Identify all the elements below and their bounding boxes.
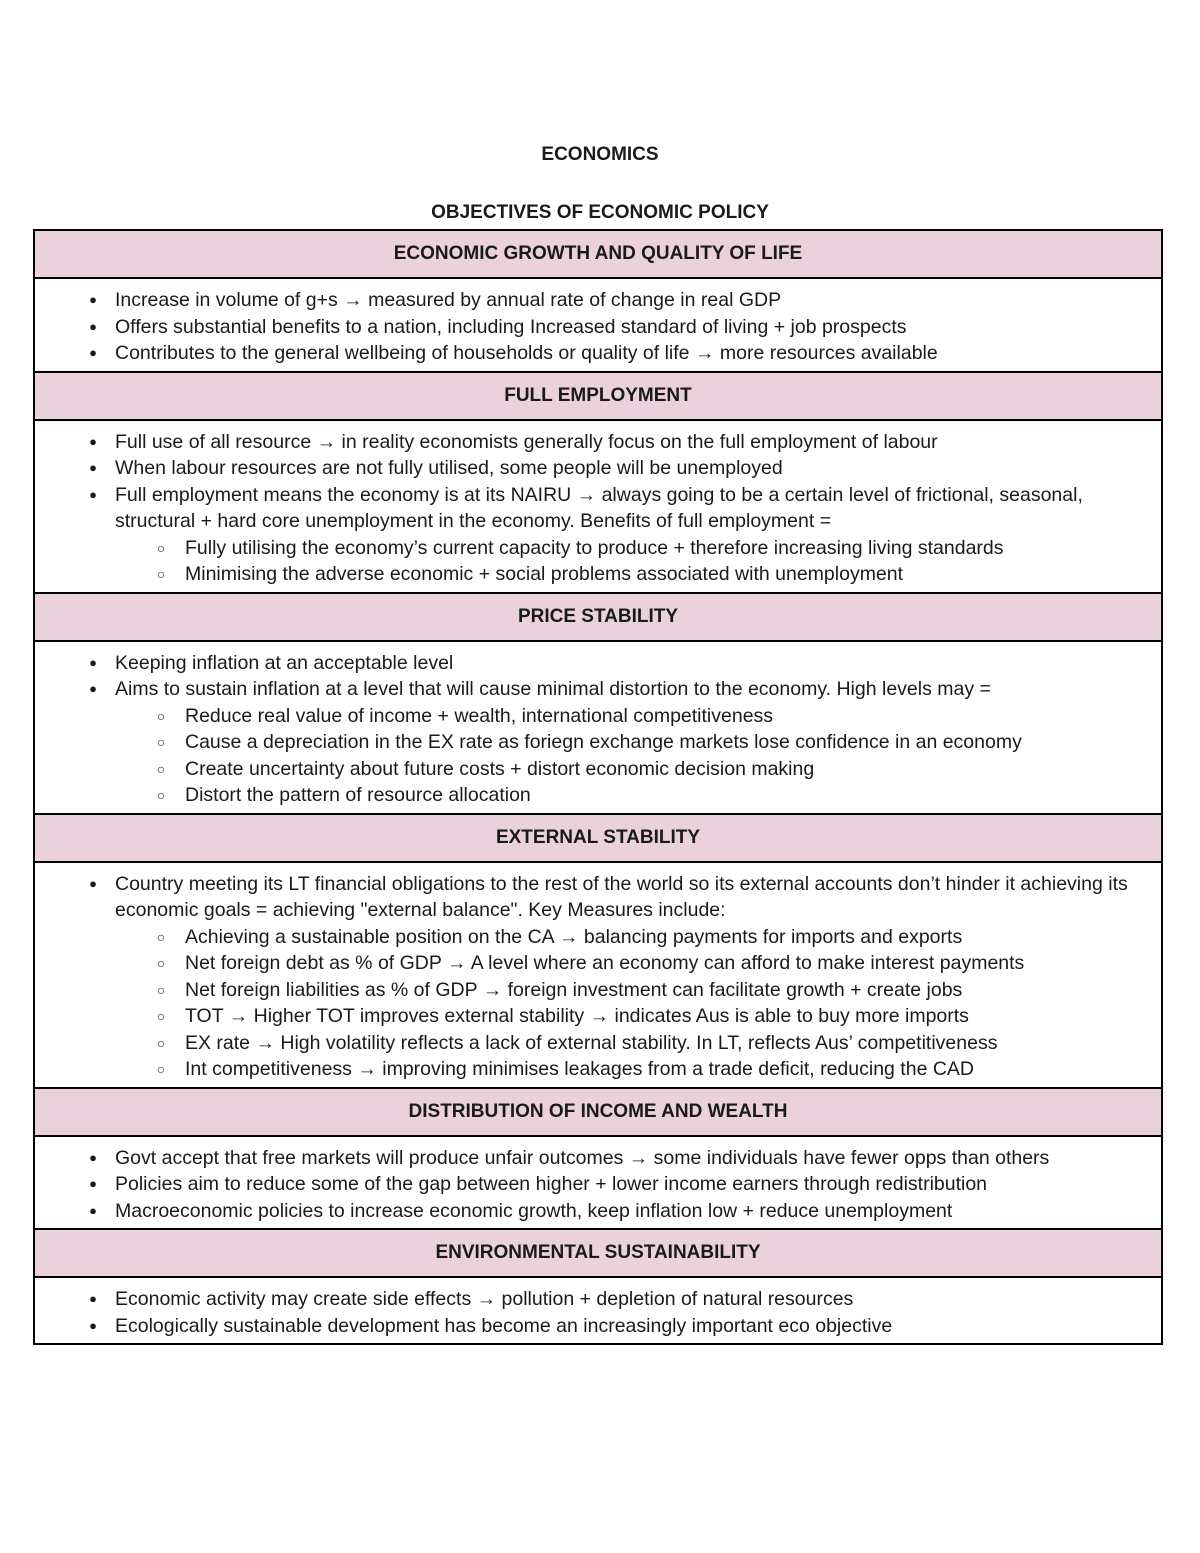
- sub-list-item: [115, 561, 1153, 588]
- list-item-text: Economic activity may create side effects → pollution + depletion of natural resources: [115, 1288, 854, 1310]
- section-heading: DISTRIBUTION OF INCOME AND WEALTH: [34, 1088, 1162, 1136]
- sub-bullet-list: [115, 924, 1153, 1083]
- sub-list-item-text: Minimising the adverse economic + social problems associated with unemployment: [185, 563, 904, 585]
- sub-list-item: [115, 535, 1153, 562]
- section-header-row: [34, 593, 1162, 641]
- section-body-row: [34, 1136, 1162, 1230]
- list-item: [35, 482, 1161, 588]
- list-item: [35, 1145, 1161, 1172]
- sub-list-item-text: Net foreign liabilities as % of GDP → foreign investment can facilitate growth + create jobs: [185, 978, 963, 1001]
- hollow-bullet-icon: ○: [156, 928, 166, 945]
- document-title: ECONOMICS: [541, 144, 659, 165]
- filled-bullet-icon: ●: [89, 486, 97, 502]
- hollow-bullet-icon: ○: [156, 981, 166, 998]
- list-item: [35, 650, 1161, 677]
- list-item-text: Country meeting its LT financial obligations to the rest of the world so its external accounts don’t hinder it achieving its economic goals = achieving "external balance". Key Measures include:: [115, 872, 1128, 921]
- hollow-bullet-icon: ○: [156, 1008, 166, 1024]
- section-body: [34, 420, 1162, 593]
- section-heading: ECONOMIC GROWTH AND QUALITY OF LIFE: [34, 230, 1162, 278]
- sub-list-item-text: Distort the pattern of resource allocation: [185, 784, 531, 806]
- filled-bullet-icon: ●: [89, 681, 97, 696]
- sub-bullet-list: [115, 703, 1153, 809]
- list-item-text: Govt accept that free markets will produce unfair outcomes → some individuals have fewer opps than others: [115, 1146, 1050, 1169]
- list-item-text: Contributes to the general wellbeing of households or quality of life → more resources available: [115, 342, 938, 364]
- section-heading: PRICE STABILITY: [34, 593, 1162, 641]
- sub-list-item: [115, 977, 1153, 1004]
- sub-list-item: [115, 729, 1153, 756]
- list-item: [35, 1313, 1161, 1340]
- policy-objectives-table: [33, 229, 1163, 1345]
- filled-bullet-icon: ●: [89, 654, 97, 670]
- hollow-bullet-icon: ○: [156, 1034, 166, 1051]
- section-header-row: [34, 1229, 1162, 1277]
- hollow-bullet-icon: ○: [156, 707, 166, 724]
- section-heading: FULL EMPLOYMENT: [34, 372, 1162, 420]
- section-body-row: [34, 278, 1162, 372]
- sub-list-item: [115, 782, 1153, 809]
- sub-list-item-text: Fully utilising the economy’s current capacity to produce + therefore increasing living standards: [185, 536, 1004, 559]
- bullet-list: [35, 650, 1161, 809]
- hollow-bullet-icon: ○: [156, 566, 166, 582]
- sub-list-item: [115, 1030, 1153, 1057]
- filled-bullet-icon: ●: [89, 1149, 97, 1165]
- hollow-bullet-icon: ○: [156, 760, 166, 777]
- filled-bullet-icon: ●: [89, 1176, 97, 1191]
- sub-list-item-text: Int competitiveness → improving minimises leakages from a trade deficit, reducing the CAD: [185, 1058, 974, 1080]
- sub-list-item: [115, 703, 1153, 730]
- list-item-text: Macroeconomic policies to increase economic growth, keep inflation low + reduce unemployment: [115, 1199, 953, 1222]
- list-item-text: When labour resources are not fully utilised, some people will be unemployed: [115, 457, 783, 479]
- sub-list-item-text: Create uncertainty about future costs + distort economic decision making: [185, 757, 815, 780]
- list-item-text: Full use of all resource → in reality economists generally focus on the full employment of labour: [115, 430, 938, 453]
- bullet-list: [35, 287, 1161, 367]
- list-item-text: Keeping inflation at an acceptable level: [115, 651, 454, 674]
- filled-bullet-icon: ●: [89, 460, 97, 475]
- list-item: [35, 287, 1161, 314]
- sub-list-item-text: EX rate → High volatility reflects a lack of external stability. In LT, reflects Aus’ competitiveness: [185, 1031, 998, 1054]
- section-heading: EXTERNAL STABILITY: [34, 814, 1162, 862]
- list-item-text: Increase in volume of g+s → measured by annual rate of change in real GDP: [115, 289, 782, 311]
- section-header-row: [34, 230, 1162, 278]
- hollow-bullet-icon: ○: [156, 955, 166, 971]
- list-item: [35, 1198, 1161, 1225]
- sub-list-item-text: TOT → Higher TOT improves external stability → indicates Aus is able to buy more imports: [185, 1005, 969, 1027]
- section-body-row: [34, 641, 1162, 814]
- section-body-row: [34, 862, 1162, 1088]
- sub-bullet-list: [115, 535, 1153, 588]
- hollow-bullet-icon: ○: [156, 1061, 166, 1077]
- bullet-list: [35, 1286, 1161, 1339]
- sub-list-item: [115, 1003, 1153, 1030]
- sub-list-item-text: Reduce real value of income + wealth, international competitiveness: [185, 704, 774, 727]
- list-item: [35, 676, 1161, 809]
- list-item-text: Aims to sustain inflation at a level that will cause minimal distortion to the economy. High levels may =: [115, 678, 991, 700]
- section-body: [34, 862, 1162, 1088]
- sub-list-item-text: Net foreign debt as % of GDP → A level where an economy can afford to make interest payments: [185, 952, 1025, 974]
- sub-list-item: [115, 950, 1153, 977]
- section-body-row: [34, 420, 1162, 593]
- section-body: [34, 641, 1162, 814]
- section-body-row: [34, 1277, 1162, 1344]
- bullet-list: [35, 1145, 1161, 1225]
- section-header-row: [34, 372, 1162, 420]
- list-item: [35, 429, 1161, 456]
- filled-bullet-icon: ●: [89, 433, 97, 449]
- section-body: [34, 1136, 1162, 1230]
- list-item: [35, 455, 1161, 482]
- filled-bullet-icon: ●: [89, 292, 97, 307]
- list-item-text: Ecologically sustainable development has become an increasingly important eco objective: [115, 1314, 893, 1337]
- section-body: [34, 278, 1162, 372]
- document-subtitle: OBJECTIVES OF ECONOMIC POLICY: [431, 202, 769, 223]
- sub-list-item-text: Cause a depreciation in the EX rate as foriegn exchange markets lose confidence in an economy: [185, 731, 1022, 753]
- hollow-bullet-icon: ○: [156, 787, 166, 803]
- filled-bullet-icon: ●: [89, 345, 97, 360]
- section-header-row: [34, 814, 1162, 862]
- filled-bullet-icon: ●: [89, 1202, 97, 1218]
- list-item: [35, 340, 1161, 367]
- filled-bullet-icon: ●: [89, 875, 97, 891]
- section-header-row: [34, 1088, 1162, 1136]
- list-item-text: Full employment means the economy is at its NAIRU → always going to be a certain level of frictional, seasonal, structural + hard core unemployment in the economy. Benefits of full employment =: [115, 483, 1083, 532]
- section-body: [34, 1277, 1162, 1344]
- list-item: [35, 871, 1161, 1083]
- list-item-text: Offers substantial benefits to a nation, including Increased standard of living + job prospects: [115, 315, 907, 338]
- section-heading: ENVIRONMENTAL SUSTAINABILITY: [34, 1229, 1162, 1277]
- filled-bullet-icon: ●: [89, 1317, 97, 1333]
- bullet-list: [35, 429, 1161, 588]
- sub-list-item: [115, 924, 1153, 951]
- list-item: [35, 314, 1161, 341]
- sub-list-item: [115, 1056, 1153, 1083]
- filled-bullet-icon: ●: [89, 318, 97, 334]
- list-item-text: Policies aim to reduce some of the gap between higher + lower income earners through redistribution: [115, 1173, 988, 1195]
- sub-list-item: [115, 756, 1153, 783]
- sub-list-item-text: Achieving a sustainable position on the CA → balancing payments for imports and exports: [185, 925, 963, 948]
- list-item: [35, 1171, 1161, 1198]
- hollow-bullet-icon: ○: [156, 539, 166, 556]
- bullet-list: [35, 871, 1161, 1083]
- list-item: [35, 1286, 1161, 1313]
- filled-bullet-icon: ●: [89, 1291, 97, 1306]
- hollow-bullet-icon: ○: [156, 734, 166, 750]
